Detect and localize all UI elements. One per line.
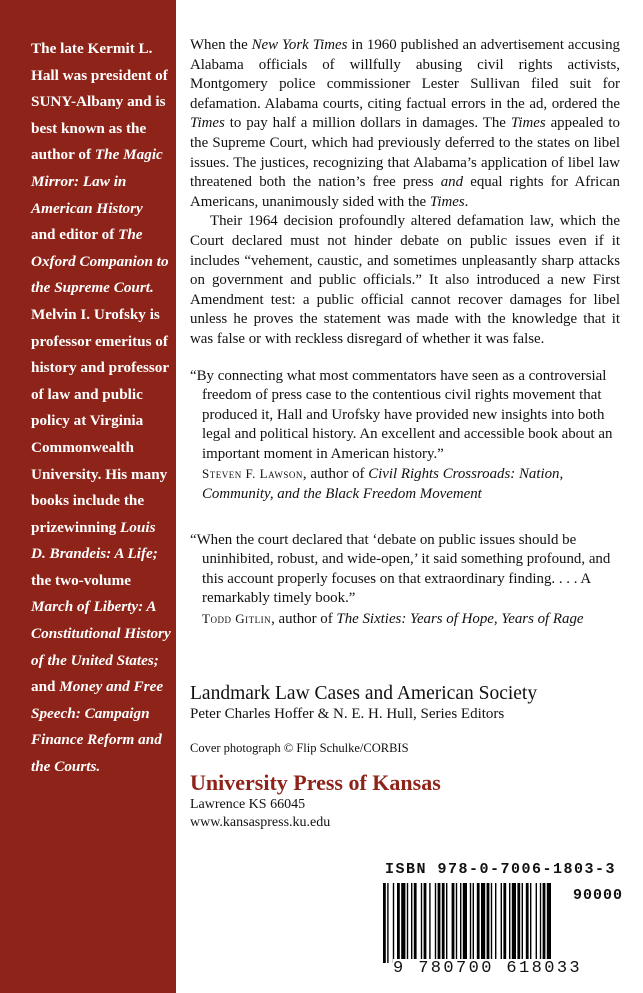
- barcode-bar: [543, 883, 546, 963]
- author-bio-panel: [0, 0, 176, 993]
- barcode-bar: [540, 883, 541, 963]
- barcode-bar: [435, 883, 436, 963]
- description-paragraph-1: [190, 36, 620, 212]
- barcode-bar: [429, 883, 430, 963]
- blurb-author: Todd Gitlin: [202, 611, 272, 627]
- book-description: [190, 36, 620, 630]
- barcode-bar: [460, 883, 461, 963]
- text: to pay half a million dollars in damages. The: [224, 115, 511, 132]
- barcode-bar: [387, 883, 388, 963]
- barcode-bar: [530, 883, 531, 963]
- barcode-bar: [452, 883, 455, 963]
- text: Times: [190, 115, 225, 132]
- publisher-city: Lawrence KS 66045: [190, 797, 306, 812]
- text: New York Times: [251, 37, 348, 53]
- barcode-bar: [495, 883, 496, 963]
- barcode-bar: [397, 883, 400, 963]
- bio-book-title: March of Liberty: A Constitutional History of the United States;: [31, 598, 171, 669]
- series-editors: Peter Charles Hoffer & N. E. H. Hull, Series Editors: [190, 706, 505, 722]
- blurb-author: Steven F. Lawson: [202, 466, 303, 482]
- isbn-label: ISBN 978-0-7006-1803-3: [385, 861, 617, 878]
- barcode-bar: [414, 883, 417, 963]
- barcode-bar: [401, 883, 405, 963]
- description-paragraph-2: Their 1964 decision profoundly altered defamation law, which the Court declared must not hinder debate on public issues even if it includes “vehement, caustic, and sometimes unpleasantly sharp attacks on government and public officials.” It also introduced a new First Amendment test: a public official cannot recover damages for libel unless he proves the statement was made with the knowledge that it was false or with reckless disregard of whether it was false.: [190, 213, 620, 347]
- bio-book-title: Money and Free Speech: Campaign Finance Reform and the Courts.: [31, 678, 164, 776]
- text: .: [464, 193, 469, 210]
- price-code: 90000: [572, 887, 623, 904]
- barcode-bar: [411, 883, 412, 963]
- blurb-quote-2: “When the court declared that ‘debate on public issues should be uninhibited, robust, and wide-open,’ it said something profound, and this account properly focuses on that extraordinary finding. . . . A remarkably timely book.”: [190, 531, 611, 607]
- barcode-bar: [491, 883, 492, 963]
- barcode-bar: [393, 883, 394, 963]
- text: appealed to the Supreme Court, which had previously deferred to the states on libel issues. The justices, recognizing that Alabama’s application of libel law threatened both the nation’s free press: [190, 115, 620, 191]
- publisher-info: [190, 770, 441, 832]
- blurb-attribution-2: [190, 609, 620, 630]
- publisher-url: www.kansaspress.ku.edu: [190, 815, 331, 830]
- text: Times: [429, 193, 465, 210]
- barcode-digits: 9 780700 618033: [393, 959, 583, 978]
- barcode-bar: [481, 883, 485, 963]
- bio-text: The late Kermit L. Hall was president of SUNY-Albany and is best known as the author of: [31, 40, 168, 164]
- barcode-bar: [473, 883, 474, 963]
- barcode-bar: [477, 883, 480, 963]
- bio-text: and: [31, 678, 60, 696]
- barcode-bar: [438, 883, 441, 963]
- barcode-bar: [446, 883, 447, 963]
- barcode-bar: [522, 883, 523, 963]
- publisher-name: University Press of Kansas: [190, 770, 441, 795]
- series-title: Landmark Law Cases and American Society: [190, 683, 538, 704]
- barcode-bar: [456, 883, 457, 963]
- barcode-bar: [509, 883, 510, 963]
- barcode-bar: [407, 883, 408, 963]
- barcode-bar: [517, 883, 520, 963]
- text: , author of: [271, 611, 337, 628]
- text: Times: [510, 115, 546, 132]
- bio-text: Melvin I. Urofsky is professor emeritus of history and professor of law and public policy at Virginia Commonwealth University. His many books include the prizewinning: [31, 305, 169, 536]
- barcode-bar: [463, 883, 467, 963]
- barcode-bar: [501, 883, 502, 963]
- blurb-work: Civil Rights Crossroads: Nation, Community, and the Black Freedom Movement: [202, 466, 564, 503]
- blurb-quote-1: “By connecting what most commentators have seen as a controversial freedom of press case to the contentious civil rights movement that produced it, Hall and Urofsky have provided new insights into both legal and political history. An excellent and accessible book about an important moment in American history.”: [190, 367, 613, 462]
- barcode-bar: [487, 883, 490, 963]
- bio-book-title: The Magic Mirror: Law in American History: [31, 146, 163, 217]
- author-bio: [31, 36, 171, 781]
- barcode-bar: [383, 883, 386, 963]
- text: in 1960 published an advertisement accusing Alabama officials of willfully abusing civil rights activists, Montgomery police commissioner Lester Sullivan filed suit for defamation. Alabama courts, citing factual errors in the ad, ordered the: [190, 37, 620, 112]
- barcode-bar: [547, 883, 551, 963]
- barcode-bar: [536, 883, 537, 963]
- text: and: [440, 174, 464, 191]
- text: , author of: [302, 466, 369, 483]
- barcode-bar: [442, 883, 445, 963]
- text: When the: [190, 37, 252, 53]
- barcode-bar: [512, 883, 516, 963]
- bio-book-title: The Oxford Companion to the Supreme Court.: [31, 226, 169, 297]
- bio-text: the two-volume: [31, 571, 131, 589]
- barcode-bar: [421, 883, 422, 963]
- barcode-bar: [470, 883, 471, 963]
- barcode-bar: [526, 883, 529, 963]
- bio-text: and editor of: [31, 226, 119, 244]
- cover-photo-credit: Cover photograph © Flip Schulke/CORBIS: [190, 741, 409, 755]
- bio-book-title: Louis D. Brandeis: A Life;: [31, 518, 158, 563]
- blurb-work: The Sixties: Years of Hope, Years of Rage: [336, 611, 584, 628]
- barcode-bar: [503, 883, 506, 963]
- blurb-attribution-1: [190, 464, 620, 504]
- barcode-bar: [424, 883, 427, 963]
- series-info: [190, 683, 620, 724]
- text: equal rights for African Americans, unanimously sided with the: [190, 174, 620, 210]
- isbn-barcode-block: [381, 859, 631, 987]
